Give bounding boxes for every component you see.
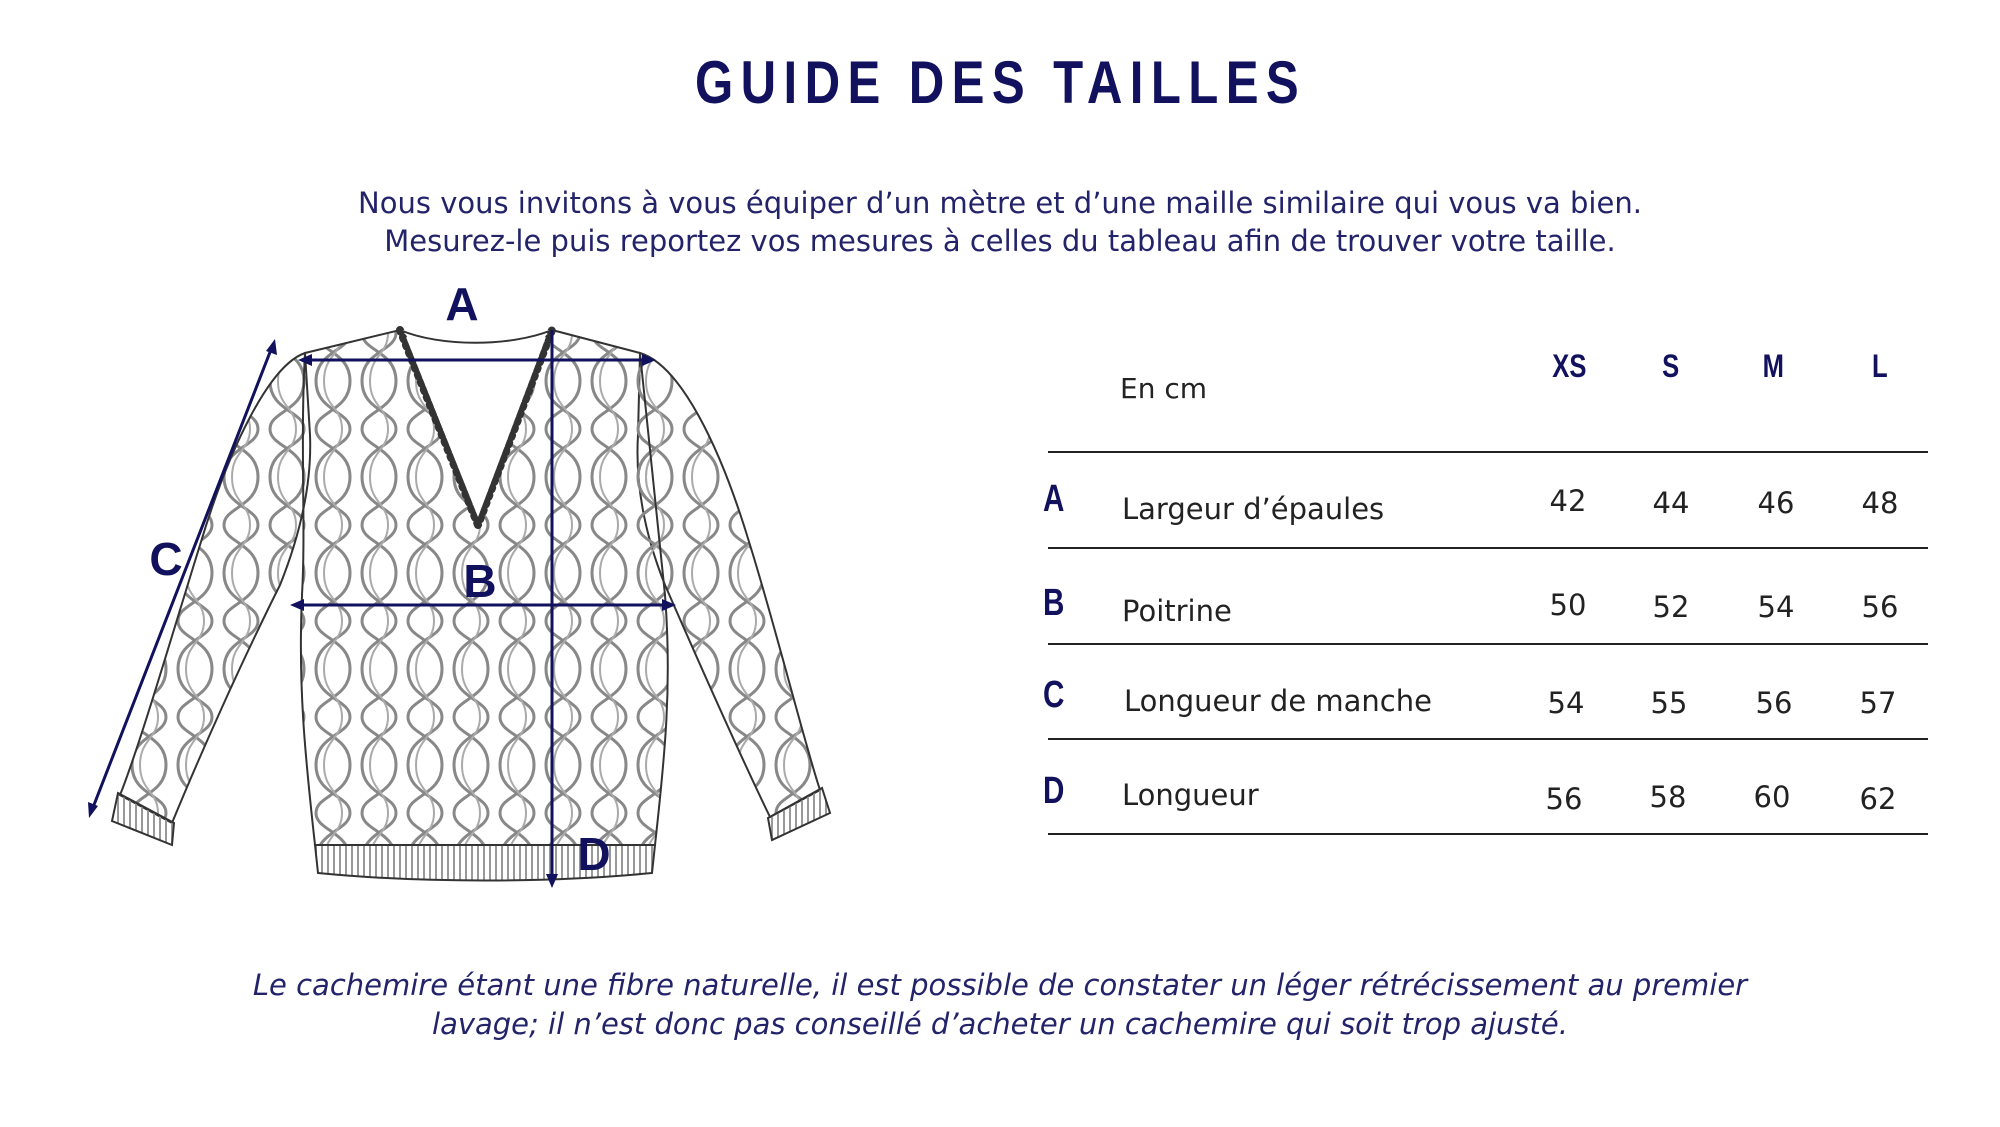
row-letter-a: A <box>1043 478 1065 520</box>
size-header-s: S <box>1662 348 1680 384</box>
unit-label: En cm <box>1120 372 1208 405</box>
row-label-shoulders: Largeur d’épaules <box>1122 492 1385 526</box>
page-title: GUIDE DES TAILLES <box>694 49 1307 116</box>
cell-d-xs: 56 <box>1545 782 1583 816</box>
cell-c-m: 56 <box>1755 686 1793 720</box>
care-note-line-1: Le cachemire étant une fibre naturelle, il est possible de constater un léger rétrécissement au premier <box>252 968 1748 1002</box>
table-rule <box>1048 833 1928 835</box>
cell-a-xs: 42 <box>1549 484 1587 518</box>
intro-line-2: Mesurez-le puis reportez vos mesures à celles du tableau afin de trouver votre taille. <box>384 224 1616 258</box>
cell-c-xs: 54 <box>1547 686 1585 720</box>
table-rule <box>1048 738 1928 740</box>
row-label-sleeve: Longueur de manche <box>1124 684 1432 718</box>
size-header-l: L <box>1871 348 1888 384</box>
table-rule <box>1048 547 1928 549</box>
size-header-xs: XS <box>1552 348 1587 384</box>
cell-a-s: 44 <box>1652 486 1690 520</box>
cell-d-l: 62 <box>1859 782 1897 816</box>
sweater-diagram <box>80 285 860 905</box>
intro-line-1: Nous vous invitons à vous équiper d’un mètre et d’une maille similaire qui vous va bien. <box>358 186 1642 220</box>
row-letter-d: D <box>1043 770 1065 812</box>
left-sleeve <box>120 353 310 823</box>
table-rule <box>1048 451 1928 453</box>
care-note-line-2: lavage; il n’est donc pas conseillé d’acheter un cachemire qui soit trop ajusté. <box>432 1007 1568 1041</box>
label-b: B <box>463 555 497 607</box>
label-d: D <box>577 828 611 880</box>
row-letter-b: B <box>1043 582 1065 624</box>
cell-b-m: 54 <box>1757 590 1795 624</box>
cell-c-l: 57 <box>1859 686 1897 720</box>
cell-a-m: 46 <box>1757 486 1795 520</box>
cell-a-l: 48 <box>1861 486 1899 520</box>
cell-b-xs: 50 <box>1549 588 1587 622</box>
cell-b-l: 56 <box>1861 590 1899 624</box>
cell-d-s: 58 <box>1649 780 1687 814</box>
cell-d-m: 60 <box>1753 780 1791 814</box>
table-rule <box>1048 643 1928 645</box>
row-label-chest: Poitrine <box>1122 594 1232 628</box>
row-label-length: Longueur <box>1122 778 1259 812</box>
cell-c-s: 55 <box>1650 686 1688 720</box>
row-letter-c: C <box>1043 674 1065 716</box>
cell-b-s: 52 <box>1652 590 1690 624</box>
label-a: A <box>445 285 479 330</box>
size-header-m: M <box>1762 348 1784 384</box>
label-c: C <box>149 533 183 585</box>
